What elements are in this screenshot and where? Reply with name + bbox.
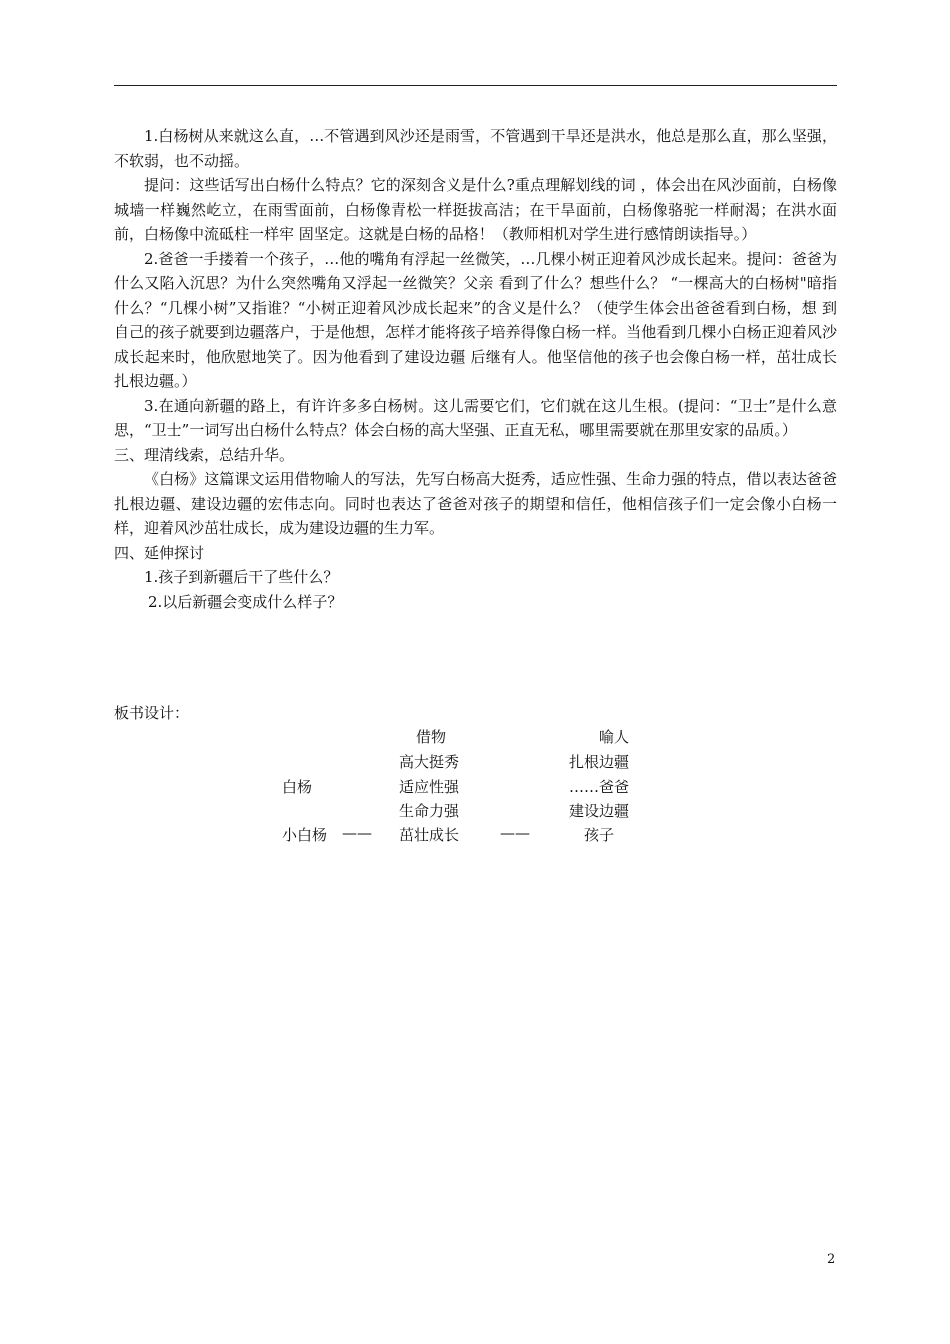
board-trait-3: 生命力强 [399, 802, 460, 820]
document-body [114, 124, 837, 614]
section-heading-4: 四、延伸探讨 [114, 543, 205, 562]
paragraph-3: 3.在通向新疆的路上，有许许多多白杨树。这儿需要它们，它们就在这儿生根。(提问：“卫士”是什么意思，“卫士”一词写出白杨什么特点？体会白杨的高大坚强、正直无私，哪里需要就在那里安家的品质。） [114, 396, 837, 439]
header-rule [114, 85, 837, 86]
paragraph-2: 2.爸爸一手搂着一个孩子，…他的嘴角有浮起一丝微笑，…几棵小树正迎着风沙成长起来。提问：爸爸为什么又陷入沉思？为什么突然嘴角又浮起一丝微笑？父亲 看到了什么？想些什么？ “一棵高大的白杨树"暗指什么？“几棵小树”又指谁？“小树正迎着风沙成长起来”的含义是什么？（使学生体会出爸爸看到白杨，想 到自己的孩子就要到边疆落户，于是他想，怎样才能将孩子培养得像白杨一样。当他看到几棵小白杨正迎着风沙成长起来时，他欣慰地笑了。因为他看到了建设边疆 后继有人。他坚信他的孩子也会像白杨一样，茁壮成长扎根边疆。） [114, 249, 837, 390]
board-meaning-2: ……爸爸 [569, 778, 630, 796]
board-trait-2: 适应性强 [399, 778, 460, 796]
board-meaning-3: 建设边疆 [569, 802, 630, 820]
board-trait-4: 茁壮成长 [399, 826, 460, 844]
paragraph-1: 1.白杨树从来就这么直，…不管遇到风沙还是雨雪，不管遇到干旱还是洪水，他总是那么直，那么坚强，不软弱，也不动摇。 [114, 127, 837, 170]
question-1: 1.孩子到新疆后干了些什么？ [144, 568, 339, 586]
board-dash-1: —— [342, 824, 372, 842]
summary-paragraph: 《白杨》这篇课文运用借物喻人的写法，先写白杨高大挺秀，适应性强、生命力强的特点，借以表达爸爸扎根边疆、建设边疆的宏伟志向。同时也表达了爸爸对孩子的期望和信任，他相信孩子们一定会像小白杨一样，迎着风沙茁壮成长，成为建设边疆的生力军。 [114, 470, 837, 537]
section-heading-3: 三、理清线索，总结升华。 [114, 445, 295, 464]
board-header-yuren: 喻人 [599, 728, 630, 746]
board-header-jiewu: 借物 [416, 728, 447, 746]
board-dash-2: —— [500, 824, 530, 842]
board-meaning-4: 孩子 [584, 826, 615, 844]
page-number: 2 [827, 1252, 836, 1267]
board-design [114, 720, 837, 860]
board-subject-xiaobaiyang: 小白杨 [282, 826, 328, 844]
board-trait-1: 高大挺秀 [399, 753, 460, 771]
question-2: 2.以后新疆会变成什么样子？ [148, 592, 343, 611]
board-title: 板书设计： [114, 704, 190, 722]
board-subject-baiyang: 白杨 [282, 778, 313, 796]
paragraph-question-1: 提问：这些话写出白杨什么特点？它的深刻含义是什么?重点理解划线的词 ，体会出在风沙面前，白杨像城墙一样巍然屹立，在雨雪面前，白杨像青松一样挺拔高洁；在干旱面前，白杨像骆驼一样耐渴；在洪水面前，白杨像中流砥柱一样牢 固坚定。这就是白杨的品格！（教师相机对学生进行感情朗读指导。） [114, 176, 837, 243]
board-meaning-1: 扎根边疆 [569, 753, 630, 771]
